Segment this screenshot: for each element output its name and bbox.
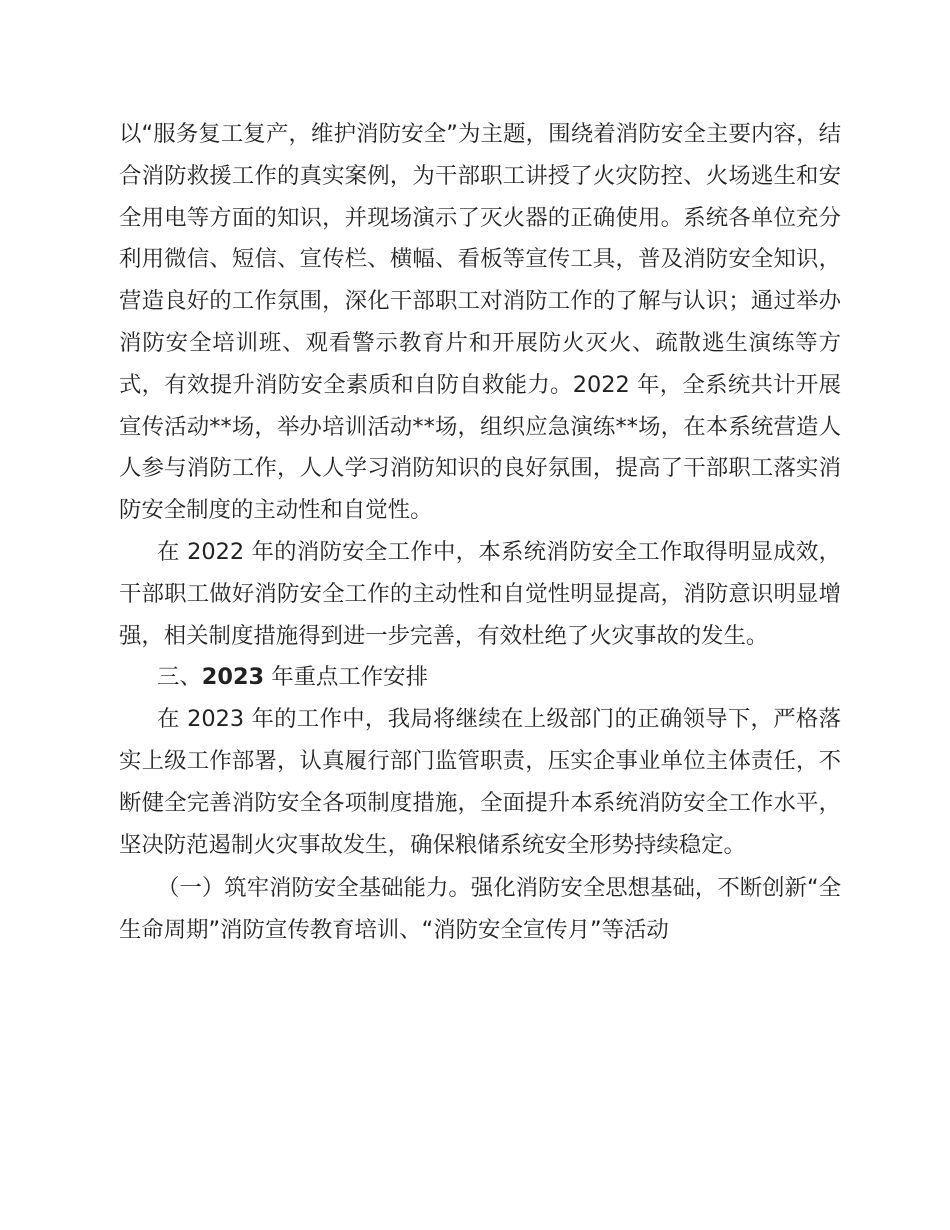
section-heading-prefix: 三、 — [157, 664, 202, 691]
body-paragraph-4: （一）筑牢消防安全基础能力。强化消防安全思想基础，不断创新“全生命周期”消防宣传教育培训、“消防安全宣传月”等活动 — [119, 875, 841, 944]
body-paragraph-3: 在 2023 年的工作中，我局将继续在上级部门的正确领导下，严格落实上级工作部署，认真履行部门监管职责，压实企事业单位主体责任，不断健全完善消防安全各项制度措施，全面提升本系统消防安全工作水平，坚决防范遏制火灾事故发生，确保粮储系统安全形势持续稳定。 — [119, 706, 841, 858]
document-body — [119, 114, 841, 952]
section-heading-year: 2023 — [201, 664, 265, 691]
section-heading — [119, 657, 841, 699]
body-paragraph-2: 在 2022 年的消防安全工作中，本系统消防安全工作取得明显成效，干部职工做好消防安全工作的主动性和自觉性明显提高，消防意识明显增强，相关制度措施得到进一步完善，有效杜绝了火灾事故的发生。 — [119, 538, 841, 649]
body-paragraph-1: 以“服务复工复产，维护消防安全”为主题，围绕着消防安全主要内容，结合消防救援工作的真实案例，为干部职工讲授了火灾防控、火场逃生和安全用电等方面的知识，并现场演示了灭火器的正确使用。系统各单位充分利用微信、短信、宣传栏、横幅、看板等宣传工具，普及消防安全知识，营造良好的工作氛围，深化干部职工对消防工作的了解与认识；通过举办消防安全培训班、观看警示教育片和开展防火灭火、疏散逃生演练等方式，有效提升消防安全素质和自防自救能力。2022 年，全系统共计开展宣传活动**场，举办培训活动**场，组织应急演练**场，在本系统营造人人参与消防工作，人人学习消防知识的良好氛围，提高了干部职工落实消防安全制度的主动性和自觉性。 — [119, 121, 841, 524]
section-heading-title: 年重点工作安排 — [264, 664, 428, 691]
